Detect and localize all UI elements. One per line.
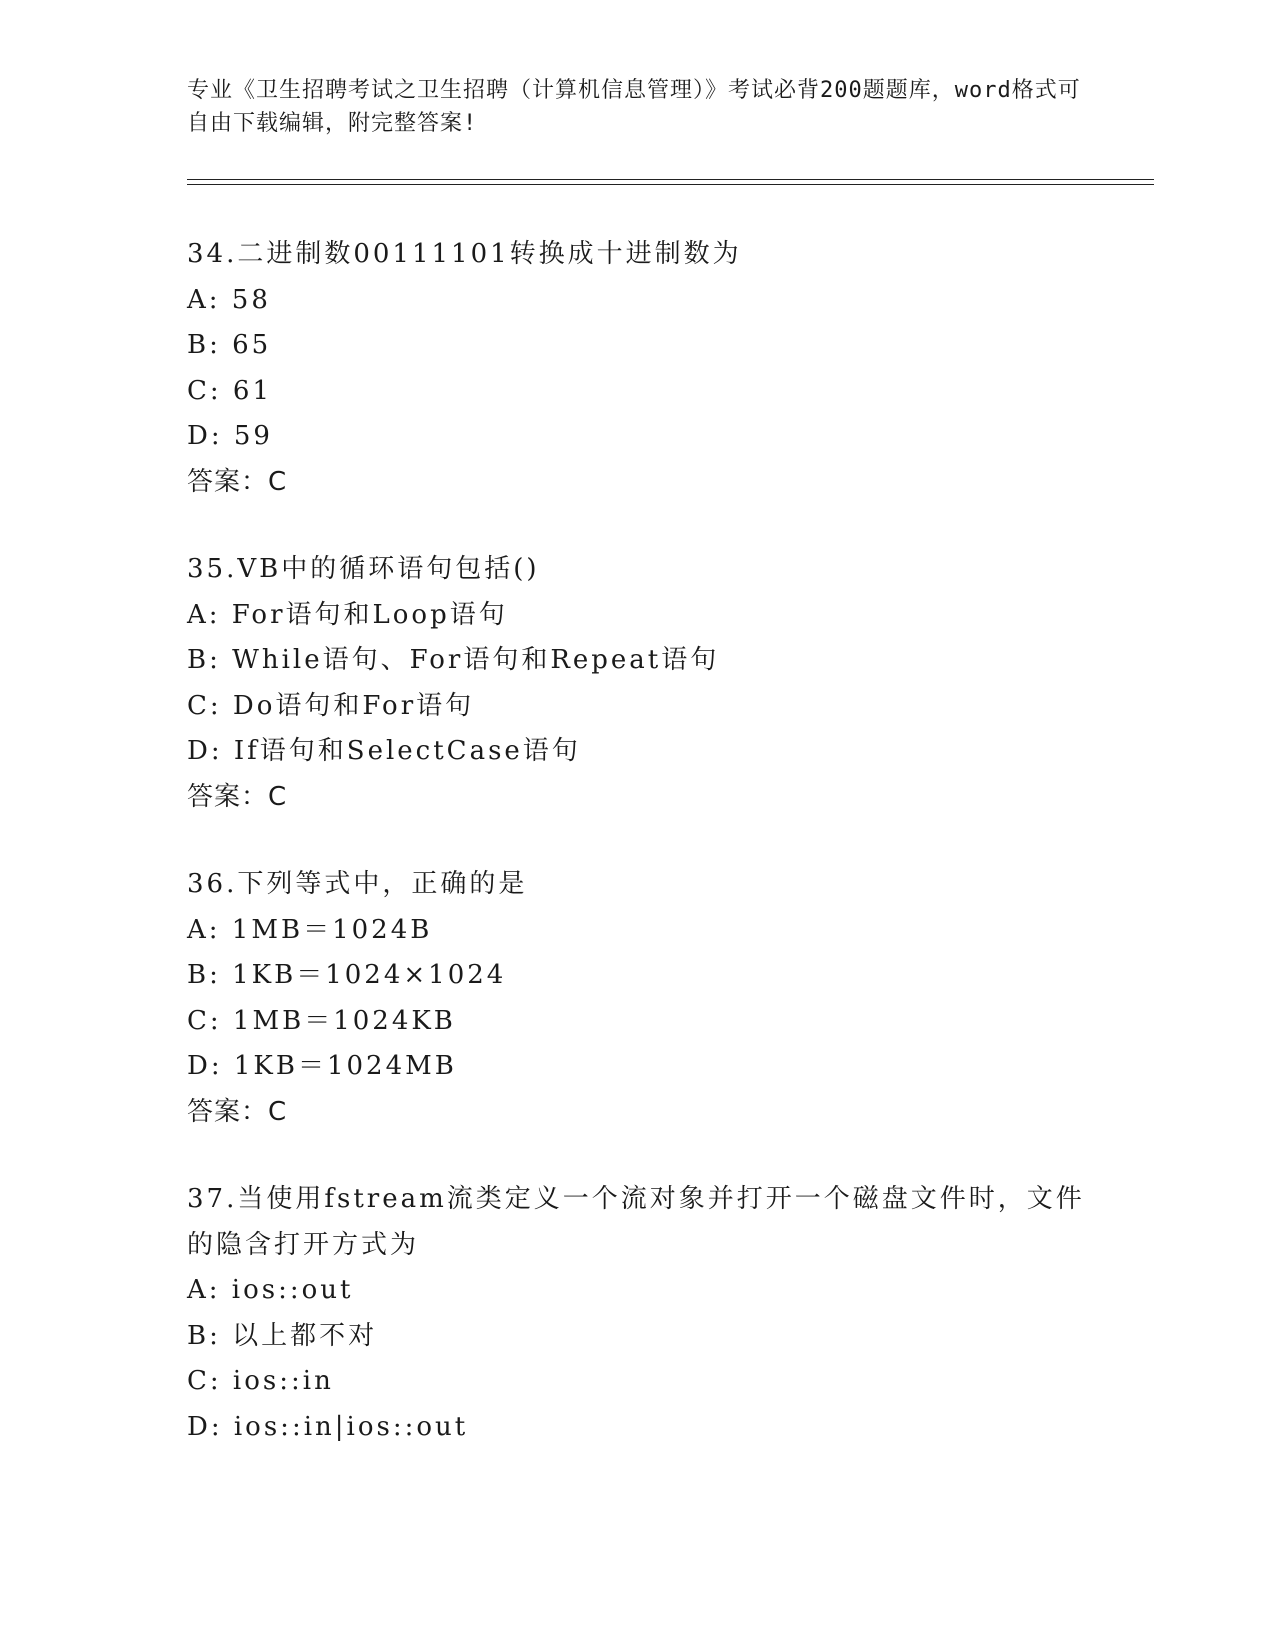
option-a: A: 1MB＝1024B <box>187 914 433 945</box>
option-c: C: 1MB＝1024KB <box>187 1005 456 1036</box>
question-35 <box>187 547 1107 820</box>
question-stem: 37.当使用fstream流类定义一个流对象并打开一个磁盘文件时，文件的隐含打开方式为 <box>187 1184 1085 1260</box>
option-b: B: 1KB＝1024×1024 <box>187 960 507 990</box>
answer-line: 答案：C <box>187 466 288 497</box>
answer-line: 答案：C <box>187 781 288 812</box>
option-b: B: 以上都不对 <box>187 1320 378 1351</box>
option-b: B: 65 <box>187 330 272 360</box>
question-37 <box>187 1177 1107 1450</box>
question-34 <box>187 232 1107 505</box>
question-stem: 36.下列等式中，正确的是 <box>187 869 528 899</box>
option-a: A: ios::out <box>187 1275 354 1305</box>
option-c: C: Do语句和For语句 <box>187 690 475 721</box>
option-d: D: ios::in|ios::out <box>187 1411 469 1442</box>
option-b: B: While语句、For语句和Repeat语句 <box>187 645 720 675</box>
document-header: 专业《卫生招聘考试之卫生招聘（计算机信息管理）》考试必背200题题库，word格式可自由下载编辑，附完整答案! <box>187 78 1081 136</box>
option-d: D: 1KB＝1024MB <box>187 1051 457 1081</box>
question-stem: 35.VB中的循环语句包括() <box>187 554 540 584</box>
header-divider-top <box>187 179 1154 180</box>
option-d: D: 59 <box>187 421 273 451</box>
option-a: A: For语句和Loop语句 <box>187 599 508 630</box>
option-c: C: 61 <box>187 375 273 406</box>
option-c: C: ios::in <box>187 1366 334 1396</box>
question-stem: 34.二进制数00111101转换成十进制数为 <box>187 239 742 269</box>
question-list <box>187 232 1107 1492</box>
header-divider-bottom <box>187 184 1154 185</box>
answer-line: 答案：C <box>187 1096 288 1127</box>
question-36 <box>187 862 1107 1135</box>
option-a: A: 58 <box>187 284 271 315</box>
option-d: D: If语句和SelectCase语句 <box>187 736 581 766</box>
